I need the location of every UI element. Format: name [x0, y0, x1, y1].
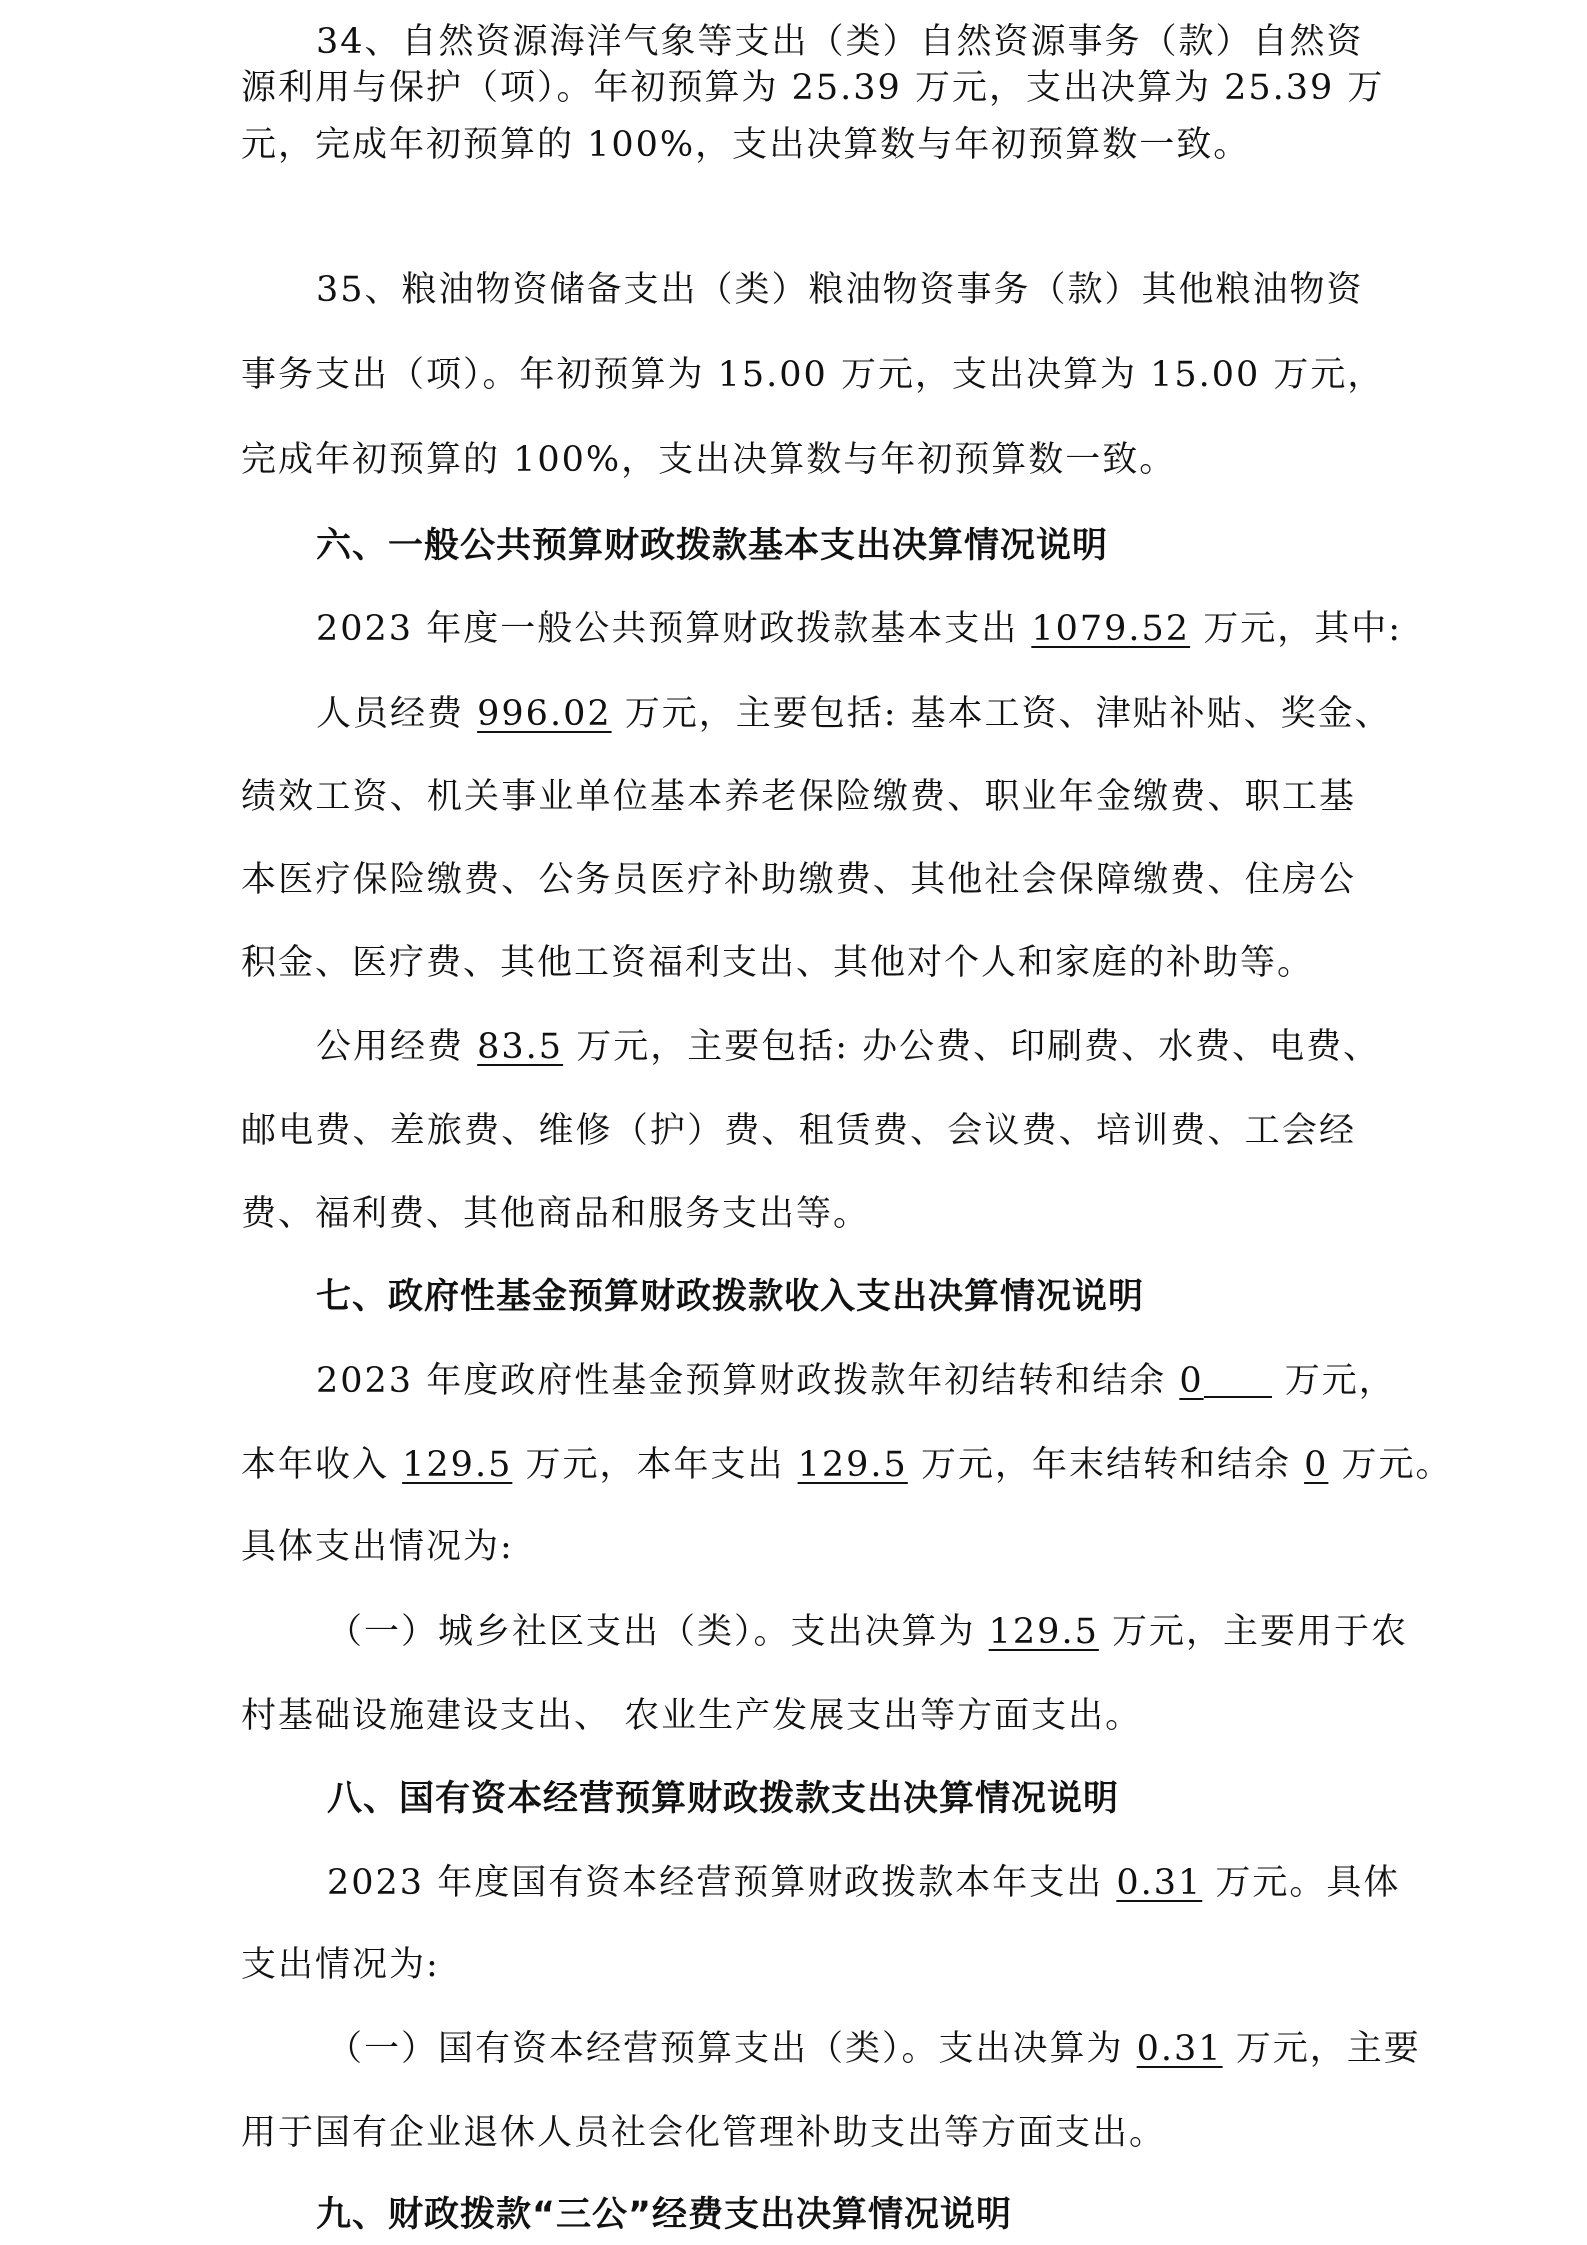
paragraph-line: [316, 689, 1392, 739]
paragraph-line: 事务支出（项）。年初预算为 15.00 万元，支出决算为 15.00 万元，: [241, 355, 1385, 395]
text-run: 万元，: [1271, 1361, 1396, 1401]
paragraph-line: 具体支出情况为:: [241, 1527, 514, 1567]
section-heading-6: 六、一般公共预算财政拨款基本支出决算情况说明: [316, 526, 1109, 566]
paragraph-line: 元，完成年初预算的 100%，支出决算数与年初预算数一致。: [241, 125, 1251, 165]
text-run: 万元，主要包括: 办公费、印刷费、水费、电费、: [563, 1027, 1381, 1067]
paragraph-line: 34、自然资源海洋气象等支出（类）自然资源事务（款）自然资: [316, 22, 1364, 62]
underline-blank: [1204, 1364, 1272, 1398]
amount-carryover-end: 0: [1304, 1445, 1329, 1485]
section-heading-9: 九、财政拨款“三公”经费支出决算情况说明: [316, 2195, 1013, 2235]
paragraph-line: [327, 2024, 1421, 2074]
amount-carryover-start: 0: [1179, 1361, 1204, 1401]
text-run: 本年收入: [241, 1445, 403, 1485]
text-run: 人员经费: [316, 694, 478, 734]
amount-state-capital: 0.31: [1116, 1863, 1203, 1903]
text-run: 万元，主要包括: 基本工资、津贴补贴、奖金、: [611, 694, 1392, 734]
paragraph-line: 支出情况为:: [241, 1945, 440, 1985]
paragraph-line: 积金、医疗费、其他工资福利支出、其他对个人和家庭的补助等。: [241, 943, 1315, 983]
paragraph-line: 35、粮油物资储备支出（类）粮油物资事务（款）其他粮油物资: [316, 270, 1364, 310]
text-run: 2023 年度一般公共预算财政拨款基本支出: [316, 609, 1032, 649]
paragraph-line: 费、福利费、其他商品和服务支出等。: [241, 1194, 871, 1234]
section-heading-7: 七、政府性基金预算财政拨款收入支出决算情况说明: [316, 1277, 1145, 1317]
amount-urban-rural: 129.5: [988, 1612, 1099, 1652]
paragraph-line: [316, 1022, 1381, 1072]
amount-state-capital-category: 0.31: [1136, 2029, 1223, 2069]
paragraph-line: 邮电费、差旅费、维修（护）费、租赁费、会议费、培训费、工会经: [241, 1111, 1356, 1151]
text-run: 万元。具体: [1202, 1863, 1401, 1903]
amount-expenditure: 129.5: [797, 1445, 908, 1485]
paragraph-line: 源利用与保护（项）。年初预算为 25.39 万元，支出决算为 25.39 万: [241, 68, 1385, 108]
text-run: 万元，本年支出: [512, 1445, 798, 1485]
paragraph-line: 绩效工资、机关事业单位基本养老保险缴费、职业年金缴费、职工基: [241, 777, 1356, 817]
paragraph-line: [316, 604, 1402, 654]
amount-income: 129.5: [402, 1445, 513, 1485]
text-run: （一）国有资本经营预算支出（类）。支出决算为: [327, 2029, 1137, 2069]
text-run: 公用经费: [316, 1027, 478, 1067]
section-heading-8: 八、国有资本经营预算财政拨款支出决算情况说明: [327, 1779, 1120, 1819]
paragraph-line: 本医疗保险缴费、公务员医疗补助缴费、其他社会保障缴费、住房公: [241, 860, 1356, 900]
text-run: （一）城乡社区支出（类）。支出决算为: [327, 1612, 989, 1652]
text-run: 万元，主要: [1222, 2029, 1421, 2069]
text-run: 万元，主要用于农: [1098, 1612, 1408, 1652]
text-run: 万元。: [1328, 1445, 1453, 1485]
paragraph-line: [327, 1607, 1408, 1657]
text-run: 万元，年末结转和结余: [907, 1445, 1305, 1485]
paragraph-line: [241, 1440, 1453, 1490]
text-run: 2023 年度政府性基金预算财政拨款年初结转和结余: [316, 1361, 1180, 1401]
paragraph-line: 完成年初预算的 100%，支出决算数与年初预算数一致。: [241, 440, 1177, 480]
amount-personnel: 996.02: [477, 694, 612, 734]
paragraph-line: [316, 1356, 1396, 1406]
text-run: 2023 年度国有资本经营预算财政拨款本年支出: [327, 1863, 1117, 1903]
amount-public-funds: 83.5: [477, 1027, 564, 1067]
paragraph-line: 村基础设施建设支出、 农业生产发展支出等方面支出。: [241, 1696, 1143, 1736]
text-run: 万元，其中:: [1190, 609, 1402, 649]
amount-basic-expenditure: 1079.52: [1031, 609, 1191, 649]
paragraph-line: [327, 1858, 1401, 1908]
paragraph-line: 用于国有企业退休人员社会化管理补助支出等方面支出。: [241, 2113, 1167, 2153]
